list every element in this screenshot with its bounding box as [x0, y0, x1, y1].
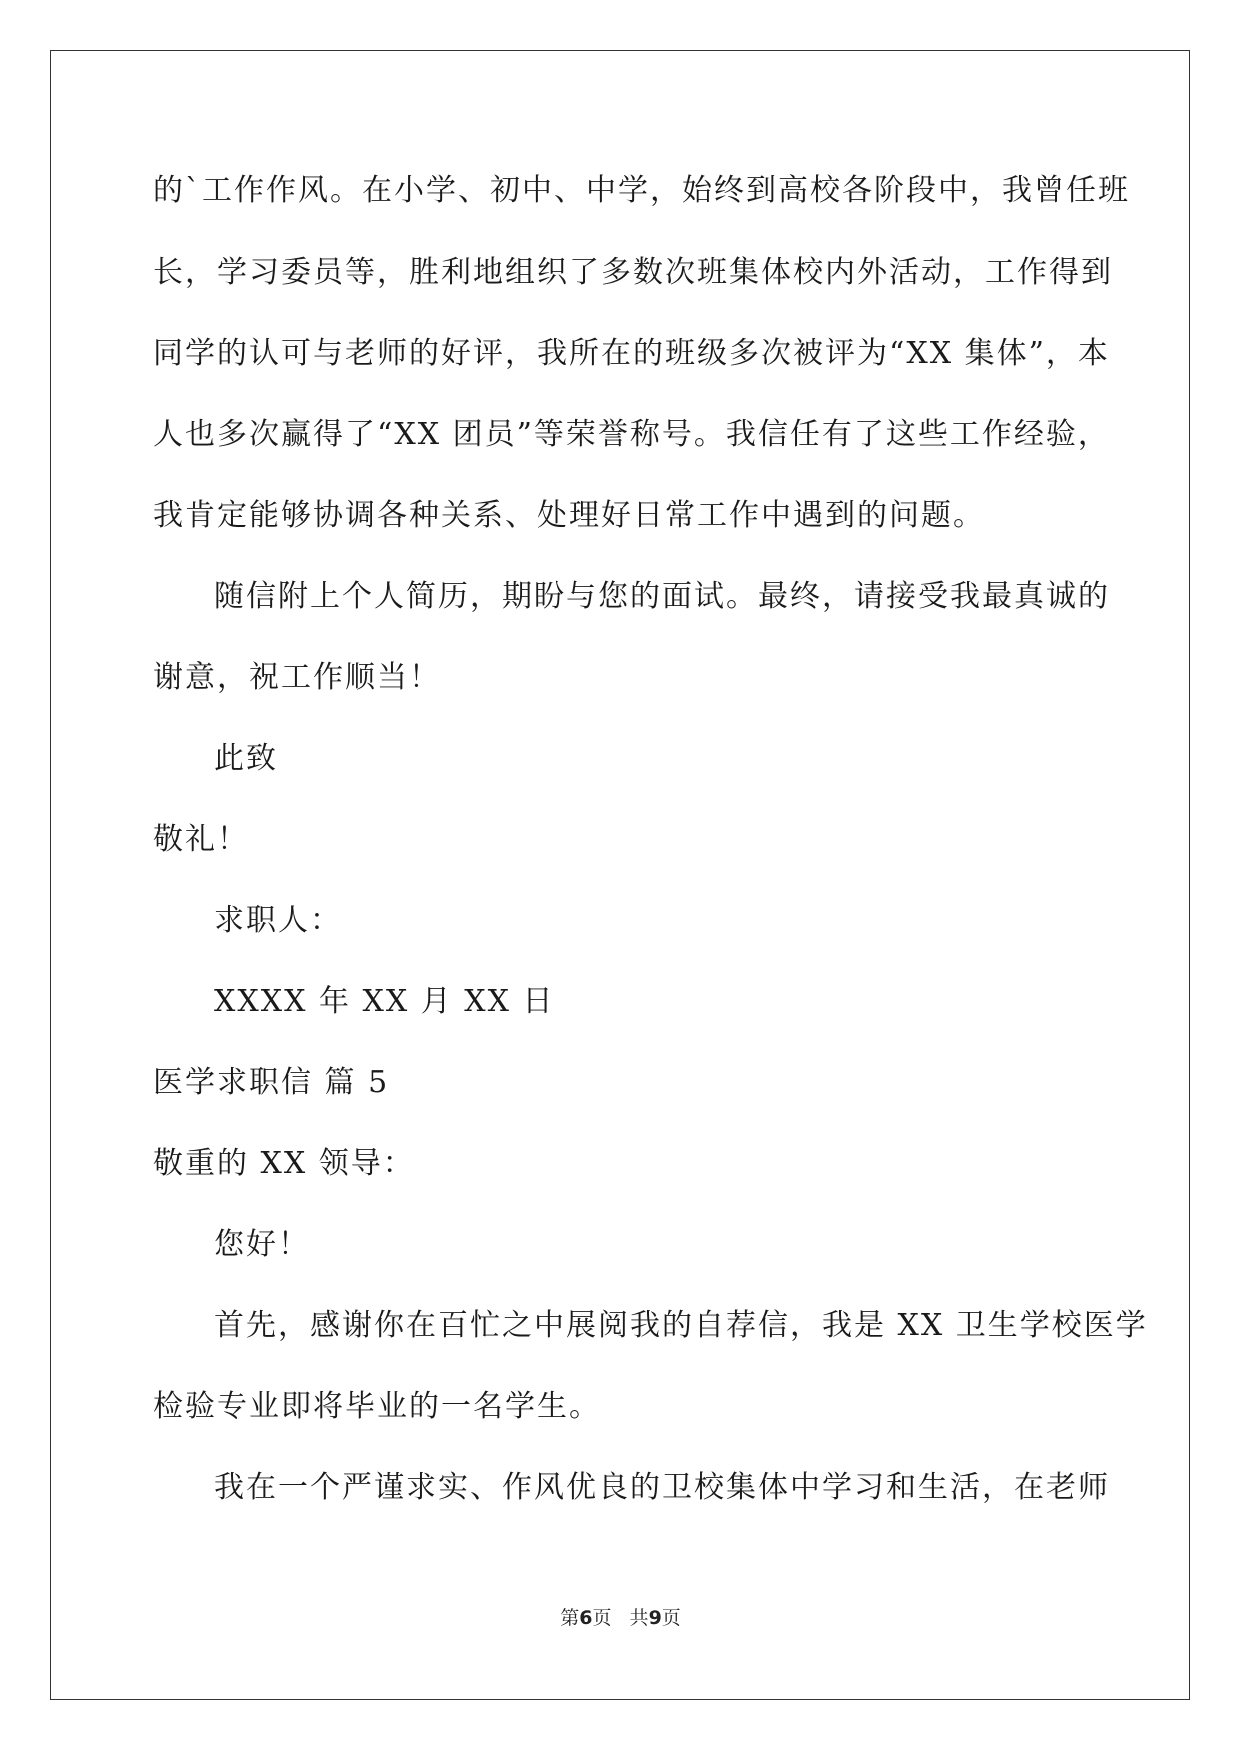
- closing-salutation: 此致: [214, 741, 278, 776]
- greeting: 您好！: [214, 1227, 310, 1262]
- body-text-line: 同学的认可与老师的好评，我所在的班级多次被评为“XX 集体”，本: [153, 336, 1110, 371]
- body-text-line: 谢意，祝工作顺当！: [153, 660, 441, 695]
- page-border: [50, 50, 1190, 1700]
- page-footer: [0, 1606, 1241, 1630]
- closing-respect: 敬礼！: [153, 822, 249, 857]
- footer-suffix: 页: [661, 1607, 681, 1629]
- footer-prefix: 第: [560, 1607, 580, 1629]
- body-text-line: 检验专业即将毕业的一名学生。: [153, 1389, 601, 1424]
- body-text-line: 人也多次赢得了“XX 团员”等荣誉称号。我信任有了这些工作经验，: [153, 417, 1110, 452]
- current-page-number: 6: [579, 1607, 593, 1629]
- body-text-line: 长，学习委员等，胜利地组织了多数次班集体校内外活动，工作得到: [153, 255, 1113, 290]
- total-page-number: 9: [648, 1607, 662, 1629]
- body-text-line: 随信附上个人简历，期盼与您的面试。最终，请接受我最真诚的: [214, 579, 1110, 614]
- footer-middle: 页 共: [592, 1607, 649, 1629]
- letter-salutation: 敬重的 XX 领导：: [153, 1146, 415, 1181]
- body-text-line: 首先，感谢你在百忙之中展阅我的自荐信，我是 XX 卫生学校医学: [214, 1308, 1148, 1343]
- letter-date: XXXX 年 XX 月 XX 日: [214, 984, 555, 1019]
- body-text-line: 的`工作作风。在小学、初中、中学，始终到高校各阶段中，我曾任班: [153, 173, 1130, 208]
- applicant-label: 求职人：: [214, 903, 342, 938]
- body-text-line: 我在一个严谨求实、作风优良的卫校集体中学习和生活，在老师: [214, 1470, 1110, 1505]
- body-text-line: 我肯定能够协调各种关系、处理好日常工作中遇到的问题。: [153, 498, 985, 533]
- section-title: 医学求职信 篇 5: [153, 1065, 390, 1100]
